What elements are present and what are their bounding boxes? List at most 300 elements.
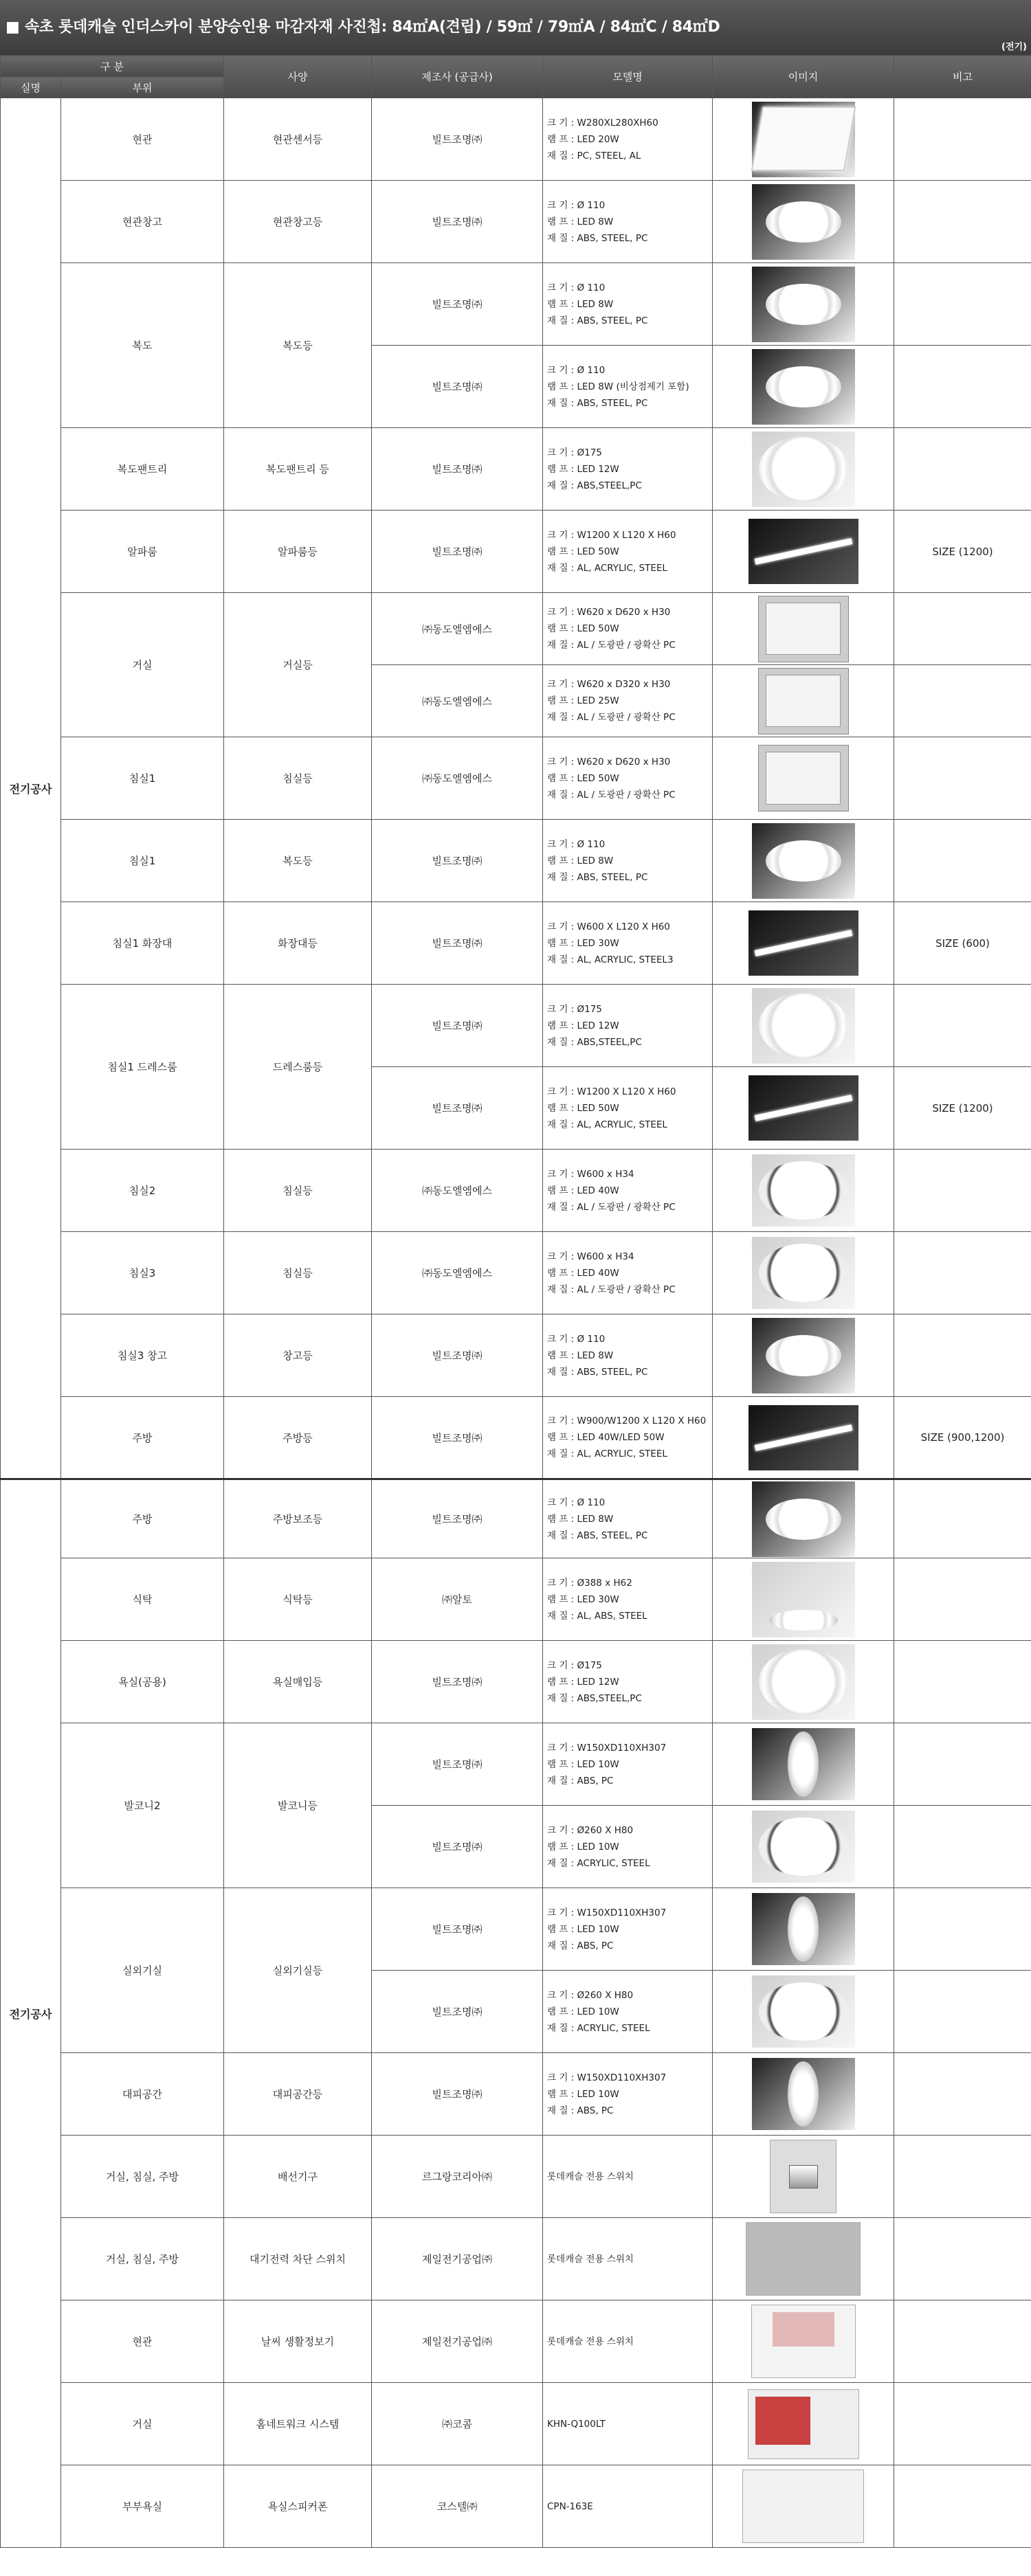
model-line: 램 프 : LED 50W <box>547 1102 619 1114</box>
model-line: 크 기 : Ø260 X H80 <box>547 1824 634 1836</box>
spec-cell: 복도등 <box>224 263 372 428</box>
table-row <box>1 1558 1031 1641</box>
note-cell <box>894 665 1031 737</box>
model-line: 재 질 : ABS, STEEL, PC <box>547 232 648 244</box>
model-line: 재 질 : ABS, STEEL, PC <box>547 1530 648 1541</box>
model-cell <box>543 1150 713 1232</box>
image-cell <box>713 98 894 181</box>
header-spec: 사양 <box>224 56 372 98</box>
model-line: 크 기 : W280XL280XH60 <box>547 117 658 128</box>
maker-cell: 빌트조명㈜ <box>372 1397 543 1479</box>
maker-cell: ㈜코콤 <box>372 2383 543 2465</box>
model-cell <box>543 820 713 902</box>
image-cell <box>713 428 894 511</box>
part-cell: 발코니2 <box>61 1723 224 1888</box>
spec-cell: 현관창고등 <box>224 181 372 263</box>
model-line: 램 프 : LED 25W <box>547 695 619 706</box>
note-cell <box>894 263 1031 346</box>
part-cell: 침실1 드레스룸 <box>61 985 224 1150</box>
model-line: 재 질 : AL / 도광판 / 광확산 PC <box>547 640 676 651</box>
spec-cell: 식탁등 <box>224 1558 372 1641</box>
model-cell <box>543 2053 713 2136</box>
spec-cell: 침실등 <box>224 1150 372 1232</box>
part-cell: 현관 <box>61 98 224 181</box>
table-row <box>1 1314 1031 1397</box>
image-cell <box>713 2465 894 2548</box>
model-line: 크 기 : W620 x D320 x H30 <box>547 679 671 690</box>
model-cell <box>543 1314 713 1397</box>
image-cell <box>713 737 894 820</box>
model-line: 재 질 : ABS,STEEL,PC <box>547 1036 642 1048</box>
note-cell: SIZE (600) <box>894 902 1031 985</box>
model-line: 크 기 : W600 x H34 <box>547 1168 634 1180</box>
maker-cell: 빌트조명㈜ <box>372 511 543 593</box>
model-line: 재 질 : ABS,STEEL,PC <box>547 480 642 491</box>
maker-cell: 르그랑코리아㈜ <box>372 2136 543 2218</box>
model-cell <box>543 1479 713 1558</box>
note-cell: SIZE (900,1200) <box>894 1397 1031 1479</box>
part-cell: 현관 <box>61 2300 224 2383</box>
model-cell <box>543 98 713 181</box>
maker-cell: ㈜동도엘엠에스 <box>372 665 543 737</box>
model-line: 재 질 : ABS, STEEL, PC <box>547 871 648 883</box>
model-line: 램 프 : LED 12W <box>547 463 619 475</box>
category-cell: 전기공사 <box>1 1479 61 2548</box>
maker-cell: 빌트조명㈜ <box>372 820 543 902</box>
model-line: 램 프 : LED 50W <box>547 772 619 784</box>
part-cell: 복도팬트리 <box>61 428 224 511</box>
pendant-light-icon <box>713 1562 894 1637</box>
note-cell <box>894 2136 1031 2218</box>
table-row <box>1 985 1031 1067</box>
model-line: KHN-Q100LT <box>547 2418 606 2430</box>
round-ceiling-light-icon <box>713 1811 894 1883</box>
table-row <box>1 737 1031 820</box>
part-cell: 침실3 <box>61 1232 224 1314</box>
model-cell <box>543 2136 713 2218</box>
table-row <box>1 2465 1031 2548</box>
model-cell <box>543 1067 713 1150</box>
note-cell <box>894 593 1031 665</box>
image-cell <box>713 2218 894 2300</box>
spec-cell: 복도등 <box>224 820 372 902</box>
note-cell <box>894 1888 1031 1971</box>
category-cell: 전기공사 <box>1 98 61 1479</box>
model-line: 램 프 : LED 10W <box>547 1923 619 1935</box>
part-cell: 거실 <box>61 593 224 737</box>
part-cell: 주방 <box>61 1479 224 1558</box>
spec-cell: 침실등 <box>224 737 372 820</box>
page-title: ■ 속초 롯데캐슬 인더스카이 분양승인용 마감자재 사진첩: 84㎡A(견립) / 59㎡ / 79㎡A / 84㎡C / 84㎡D <box>5 19 720 36</box>
table-row <box>1 428 1031 511</box>
model-line: 크 기 : Ø175 <box>547 1003 602 1015</box>
image-cell <box>713 1806 894 1888</box>
header-model: 모델명 <box>543 56 713 98</box>
table-row <box>1 820 1031 902</box>
maker-cell: 빌트조명㈜ <box>372 263 543 346</box>
maker-cell: 빌트조명㈜ <box>372 346 543 428</box>
model-line: 램 프 : LED 50W <box>547 546 619 557</box>
note-cell <box>894 2465 1031 2548</box>
model-line: 크 기 : W150XD110XH307 <box>547 2072 667 2083</box>
note-cell <box>894 98 1031 181</box>
note-cell <box>894 820 1031 902</box>
image-cell <box>713 985 894 1067</box>
image-cell <box>713 902 894 985</box>
model-line: 재 질 : AL, ABS, STEEL <box>547 1610 647 1622</box>
model-cell <box>543 985 713 1067</box>
image-cell <box>713 1641 894 1723</box>
note-cell <box>894 1558 1031 1641</box>
note-cell <box>894 1479 1031 1558</box>
header-maker: 제조사 (공급사) <box>372 56 543 98</box>
weather-panel-icon <box>713 2305 894 2378</box>
model-line: 크 기 : Ø175 <box>547 447 602 458</box>
model-line: 램 프 : LED 8W <box>547 855 614 866</box>
model-cell <box>543 181 713 263</box>
model-line: 재 질 : ACRYLIC, STEEL <box>547 1857 650 1869</box>
header-image: 이미지 <box>713 56 894 98</box>
model-cell <box>543 428 713 511</box>
model-line: 램 프 : LED 12W <box>547 1676 619 1688</box>
image-cell <box>713 181 894 263</box>
spec-cell: 드레스룸등 <box>224 985 372 1150</box>
maker-cell: ㈜동도엘엠에스 <box>372 1150 543 1232</box>
table-row <box>1 181 1031 263</box>
note-cell <box>894 346 1031 428</box>
spec-cell: 창고등 <box>224 1314 372 1397</box>
model-line: 램 프 : LED 10W <box>547 2088 619 2100</box>
note-cell <box>894 1150 1031 1232</box>
image-cell <box>713 820 894 902</box>
model-line: 램 프 : LED 8W <box>547 298 614 310</box>
image-cell <box>713 1150 894 1232</box>
model-line: 크 기 : W600 X L120 X H60 <box>547 921 670 932</box>
round-flat-light-icon <box>713 988 894 1064</box>
round-downlight-icon <box>713 1318 894 1393</box>
model-line: 롯데캐슬 전용 스위치 <box>547 2171 634 2182</box>
model-line: 재 질 : AL / 도광판 / 광확산 PC <box>547 789 676 800</box>
maker-cell: 빌트조명㈜ <box>372 1641 543 1723</box>
model-line: 크 기 : W620 x D620 x H30 <box>547 756 671 768</box>
bathroom-speakerphone-icon <box>713 2469 894 2543</box>
flat-panel-icon <box>713 668 894 735</box>
table-row <box>1 98 1031 181</box>
round-ceiling-light-icon <box>713 1237 894 1309</box>
part-cell: 침실2 <box>61 1150 224 1232</box>
spec-cell: 배선기구 <box>224 2136 372 2218</box>
model-line: 크 기 : Ø260 X H80 <box>547 1989 634 2001</box>
model-line: 크 기 : W600 x H34 <box>547 1251 634 1262</box>
table-row <box>1 593 1031 665</box>
round-downlight-icon <box>713 1481 894 1557</box>
model-line: 램 프 : LED 10W <box>547 1841 619 1852</box>
part-cell: 침실1 <box>61 737 224 820</box>
model-cell <box>543 1723 713 1806</box>
model-line: 램 프 : LED 40W <box>547 1267 619 1279</box>
part-cell: 거실, 침실, 주방 <box>61 2218 224 2300</box>
model-line: 재 질 : ABS, STEEL, PC <box>547 315 648 326</box>
model-line: 재 질 : AL, ACRYLIC, STEEL <box>547 1119 667 1130</box>
wall-oval-light-icon <box>713 1728 894 1800</box>
round-flat-light-icon <box>713 1644 894 1720</box>
maker-cell: 빌트조명㈜ <box>372 1067 543 1150</box>
maker-cell: 코스텔㈜ <box>372 2465 543 2548</box>
model-line: 크 기 : Ø 110 <box>547 838 606 850</box>
model-line: 재 질 : ABS, STEEL, PC <box>547 397 648 409</box>
model-line: 재 질 : AL / 도광판 / 광확산 PC <box>547 1201 676 1213</box>
maker-cell: ㈜동도엘엠에스 <box>372 1232 543 1314</box>
round-downlight-icon <box>713 349 894 425</box>
maker-cell: 빌트조명㈜ <box>372 2053 543 2136</box>
model-line: 크 기 : W1200 X L120 X H60 <box>547 529 676 541</box>
header-part: 부위 <box>61 77 224 98</box>
spec-cell: 날씨 생활정보기 <box>224 2300 372 2383</box>
spec-cell: 복도팬트리 등 <box>224 428 372 511</box>
image-cell <box>713 2300 894 2383</box>
wall-oval-light-icon <box>713 1893 894 1965</box>
table-row <box>1 902 1031 985</box>
part-cell: 거실 <box>61 2383 224 2465</box>
maker-cell: 빌트조명㈜ <box>372 1888 543 1971</box>
maker-cell: 제일전기공업㈜ <box>372 2218 543 2300</box>
linear-light-icon <box>713 519 894 584</box>
table-row <box>1 1397 1031 1479</box>
model-line: 재 질 : ABS, PC <box>547 2105 614 2116</box>
image-cell <box>713 1397 894 1479</box>
model-cell <box>543 2218 713 2300</box>
model-line: 크 기 : Ø388 x H62 <box>547 1577 632 1589</box>
part-cell: 침실1 화장대 <box>61 902 224 985</box>
model-line: 재 질 : ABS, PC <box>547 1940 614 1951</box>
wall-oval-light-icon <box>713 2058 894 2130</box>
header-room: 실명 <box>1 77 61 98</box>
maker-cell: 빌트조명㈜ <box>372 1723 543 1806</box>
note-cell <box>894 1641 1031 1723</box>
header-group: 구 분 <box>1 56 224 77</box>
spec-cell: 욕실스피커폰 <box>224 2465 372 2548</box>
model-line: 램 프 : LED 50W <box>547 623 619 634</box>
spec-cell: 주방보조등 <box>224 1479 372 1558</box>
note-cell <box>894 985 1031 1067</box>
note-cell: SIZE (1200) <box>894 1067 1031 1150</box>
model-cell <box>543 593 713 665</box>
flat-panel-icon <box>713 745 894 811</box>
linear-light-icon <box>713 1075 894 1141</box>
note-cell <box>894 1806 1031 1888</box>
model-line: 롯데캐슬 전용 스위치 <box>547 2253 634 2265</box>
maker-cell: 빌트조명㈜ <box>372 985 543 1067</box>
spec-cell: 주방등 <box>224 1397 372 1479</box>
model-line: 재 질 : AL, ACRYLIC, STEEL <box>547 562 667 574</box>
spec-cell: 발코니등 <box>224 1723 372 1888</box>
model-line: 램 프 : LED 40W <box>547 1185 619 1196</box>
model-line: 램 프 : LED 10W <box>547 2006 619 2017</box>
spec-cell: 대피공간등 <box>224 2053 372 2136</box>
home-network-panel-icon <box>713 2389 894 2459</box>
image-cell <box>713 1314 894 1397</box>
table-row <box>1 511 1031 593</box>
round-ceiling-light-icon <box>713 1154 894 1227</box>
note-cell <box>894 737 1031 820</box>
image-cell <box>713 2136 894 2218</box>
note-cell <box>894 1314 1031 1397</box>
model-line: 재 질 : ACRYLIC, STEEL <box>547 2022 650 2034</box>
model-line: 램 프 : LED 30W <box>547 1593 619 1605</box>
maker-cell: 빌트조명㈜ <box>372 1479 543 1558</box>
image-cell <box>713 1232 894 1314</box>
model-line: 램 프 : LED 8W <box>547 1349 614 1361</box>
part-cell: 욕실(공용) <box>61 1641 224 1723</box>
model-line: 크 기 : W150XD110XH307 <box>547 1907 667 1918</box>
model-line: 크 기 : W900/W1200 X L120 X H60 <box>547 1415 707 1426</box>
maker-cell: 빌트조명㈜ <box>372 181 543 263</box>
model-line: 재 질 : AL / 도광판 / 광확산 PC <box>547 1284 676 1295</box>
model-line: 램 프 : LED 8W (비상점제기 포함) <box>547 381 689 392</box>
image-cell <box>713 2053 894 2136</box>
part-cell: 주방 <box>61 1397 224 1479</box>
model-line: 크 기 : Ø 110 <box>547 282 606 293</box>
model-cell <box>543 2465 713 2548</box>
maker-cell: 빌트조명㈜ <box>372 98 543 181</box>
part-cell: 침실3 창고 <box>61 1314 224 1397</box>
model-cell <box>543 263 713 346</box>
maker-cell: ㈜알토 <box>372 1558 543 1641</box>
note-cell <box>894 2053 1031 2136</box>
wall-switch-icon <box>713 2140 894 2213</box>
table-row <box>1 2300 1031 2383</box>
table-row <box>1 1723 1031 1806</box>
image-cell <box>713 1888 894 1971</box>
image-cell <box>713 1723 894 1806</box>
table-row <box>1 1888 1031 1971</box>
spec-cell: 대기전력 차단 스위치 <box>224 2218 372 2300</box>
model-cell <box>543 2300 713 2383</box>
image-cell <box>713 593 894 665</box>
spec-cell: 홈네트워크 시스템 <box>224 2383 372 2465</box>
round-ceiling-light-icon <box>713 1975 894 2048</box>
model-cell <box>543 511 713 593</box>
model-cell <box>543 346 713 428</box>
model-line: CPN-163E <box>547 2500 593 2512</box>
table-row <box>1 1641 1031 1723</box>
part-cell: 복도 <box>61 263 224 428</box>
image-cell <box>713 346 894 428</box>
note-cell <box>894 181 1031 263</box>
image-cell <box>713 2383 894 2465</box>
model-line: 크 기 : W620 x D620 x H30 <box>547 607 671 618</box>
model-line: 램 프 : LED 20W <box>547 133 619 145</box>
note-cell: SIZE (1200) <box>894 511 1031 593</box>
model-line: 램 프 : LED 40W/LED 50W <box>547 1432 665 1443</box>
maker-cell: 빌트조명㈜ <box>372 1971 543 2053</box>
model-line: 크 기 : W150XD110XH307 <box>547 1742 667 1754</box>
part-cell: 침실1 <box>61 820 224 902</box>
maker-cell: 제일전기공업㈜ <box>372 2300 543 2383</box>
maker-cell: ㈜동도엘엠에스 <box>372 737 543 820</box>
part-cell: 현관창고 <box>61 181 224 263</box>
model-line: 크 기 : Ø175 <box>547 1659 602 1671</box>
square-panel-light-icon <box>713 102 894 177</box>
model-cell <box>543 902 713 985</box>
model-line: 재 질 : PC, STEEL, AL <box>547 150 641 161</box>
flat-panel-icon <box>713 596 894 662</box>
material-table <box>0 55 1031 2548</box>
model-cell <box>543 1641 713 1723</box>
table-row <box>1 1150 1031 1232</box>
round-downlight-icon <box>713 267 894 342</box>
image-cell <box>713 263 894 346</box>
model-line: 램 프 : LED 8W <box>547 216 614 227</box>
note-cell <box>894 1723 1031 1806</box>
round-downlight-icon <box>713 184 894 260</box>
table-row <box>1 263 1031 346</box>
page-header <box>0 0 1031 55</box>
spec-cell: 알파룸등 <box>224 511 372 593</box>
part-cell: 식탁 <box>61 1558 224 1641</box>
model-line: 재 질 : AL / 도광판 / 광확산 PC <box>547 712 676 723</box>
model-line: 재 질 : AL, ACRYLIC, STEEL3 <box>547 954 674 965</box>
spec-cell: 거실등 <box>224 593 372 737</box>
model-cell <box>543 1397 713 1479</box>
model-line: 크 기 : Ø 110 <box>547 364 606 376</box>
part-cell: 대피공간 <box>61 2053 224 2136</box>
note-cell <box>894 1232 1031 1314</box>
note-cell <box>894 2218 1031 2300</box>
maker-cell: ㈜동도엘엠에스 <box>372 593 543 665</box>
spec-cell: 화장대등 <box>224 902 372 985</box>
model-line: 크 기 : Ø 110 <box>547 199 606 211</box>
table-row <box>1 1479 1031 1558</box>
linear-light-icon <box>713 1405 894 1470</box>
model-cell <box>543 1888 713 1971</box>
image-cell <box>713 1479 894 1558</box>
spec-cell: 욕실매입등 <box>224 1641 372 1723</box>
model-line: 크 기 : W1200 X L120 X H60 <box>547 1086 676 1097</box>
model-cell <box>543 1232 713 1314</box>
round-flat-light-icon <box>713 432 894 507</box>
model-cell <box>543 2383 713 2465</box>
image-cell <box>713 1067 894 1150</box>
spec-cell: 침실등 <box>224 1232 372 1314</box>
table-row <box>1 2218 1031 2300</box>
model-line: 재 질 : ABS, STEEL, PC <box>547 1366 648 1378</box>
model-cell <box>543 737 713 820</box>
maker-cell: 빌트조명㈜ <box>372 1314 543 1397</box>
model-line: 램 프 : LED 8W <box>547 1513 614 1525</box>
model-line: 크 기 : Ø 110 <box>547 1333 606 1345</box>
header-note: 비고 <box>894 56 1031 98</box>
unit-label: (전기) <box>1001 42 1027 52</box>
maker-cell: 빌트조명㈜ <box>372 1806 543 1888</box>
image-cell <box>713 1971 894 2053</box>
model-line: 크 기 : Ø 110 <box>547 1497 606 1508</box>
part-cell: 알파룸 <box>61 511 224 593</box>
note-cell <box>894 2383 1031 2465</box>
round-downlight-icon <box>713 823 894 899</box>
model-line: 램 프 : LED 30W <box>547 937 619 949</box>
standby-power-switch-icon <box>713 2222 894 2296</box>
model-cell <box>543 1558 713 1641</box>
table-row <box>1 2136 1031 2218</box>
model-line: 램 프 : LED 12W <box>547 1020 619 1031</box>
model-line: 재 질 : AL, ACRYLIC, STEEL <box>547 1448 667 1459</box>
image-cell <box>713 1558 894 1641</box>
table-row <box>1 2383 1031 2465</box>
note-cell <box>894 2300 1031 2383</box>
image-cell <box>713 665 894 737</box>
image-cell <box>713 511 894 593</box>
